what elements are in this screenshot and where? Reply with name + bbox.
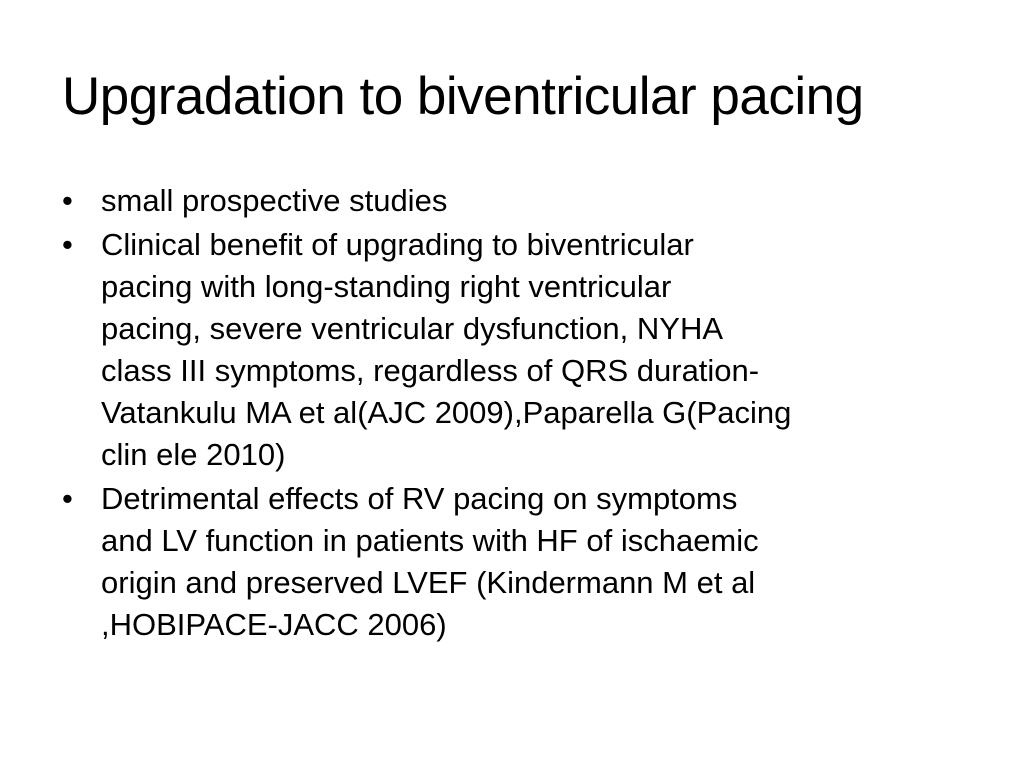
bullet-text-line: Vatankulu MA et al(AJC 2009),Paparella G(Pacing <box>101 395 792 430</box>
bullet-dot-icon: • <box>62 227 73 262</box>
bullet-item <box>62 180 962 222</box>
bullet-text-line: Detrimental effects of RV pacing on symptoms <box>101 481 738 516</box>
slide-title: Upgradation to biventricular pacing <box>62 67 864 126</box>
bullet-text-line: clin ele 2010) <box>101 437 286 472</box>
bullet-dot-icon: • <box>62 481 73 516</box>
bullet-text-line: pacing, severe ventricular dysfunction, NYHA <box>101 311 724 346</box>
bullet-text-line: Clinical benefit of upgrading to biventricular <box>101 227 694 262</box>
bullet-text-line: and LV function in patients with HF of ischaemic <box>101 523 759 558</box>
bullet-text-line: origin and preserved LVEF (Kindermann M et al <box>101 565 756 600</box>
bullet-list <box>62 180 962 648</box>
bullet-text-line: ,HOBIPACE-JACC 2006) <box>101 607 447 642</box>
bullet-text-line: pacing with long-standing right ventricular <box>101 269 672 304</box>
bullet-text-line: small prospective studies <box>101 183 448 218</box>
bullet-item <box>62 478 962 646</box>
bullet-item <box>62 224 962 476</box>
bullet-dot-icon: • <box>62 183 73 218</box>
bullet-text-line: class III symptoms, regardless of QRS duration- <box>101 353 760 388</box>
